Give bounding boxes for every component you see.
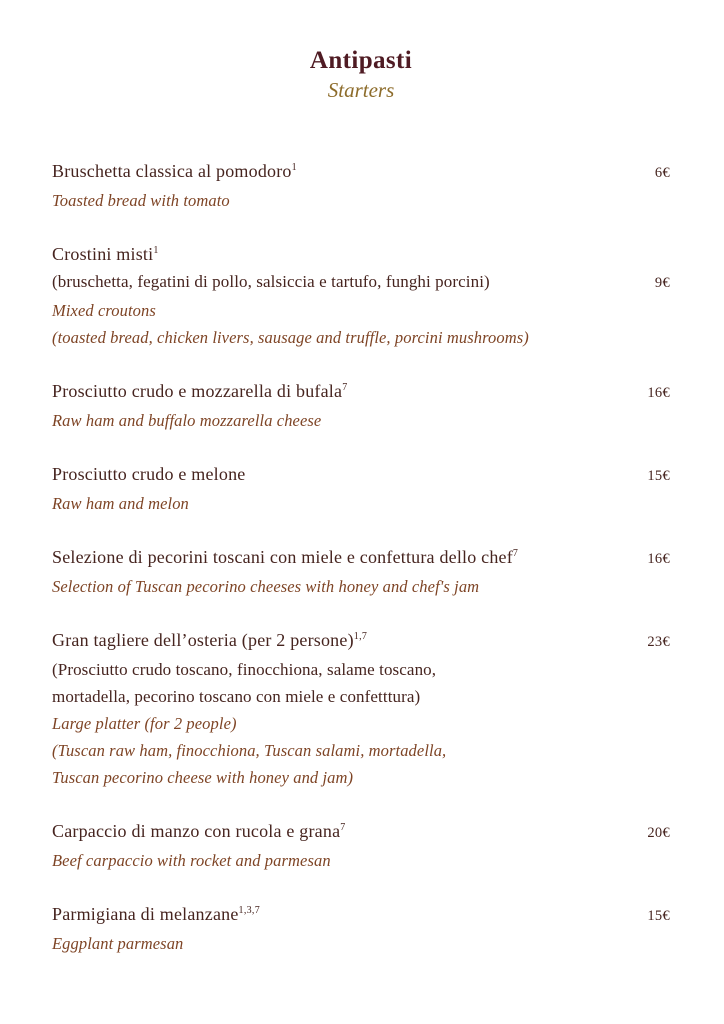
allergen-superscript: 7 — [512, 548, 519, 559]
item-row — [52, 573, 670, 600]
item-row — [52, 847, 670, 874]
item-row — [52, 710, 670, 737]
item-row — [52, 378, 670, 407]
allergen-superscript: 1 — [291, 162, 297, 173]
item-name: Gran tagliere dell’osteria (per 2 persone)$^{1,7}$ — [52, 630, 368, 650]
item-row — [52, 544, 670, 573]
item-row — [52, 461, 670, 490]
item-description-english: (Tuscan raw ham, finocchiona, Tuscan salami, mortadella, — [52, 741, 447, 760]
item-price: 16€ — [647, 385, 670, 401]
item-row — [52, 407, 670, 434]
allergen-superscript: 7 — [342, 382, 348, 393]
item-name: Parmigiana di melanzane$^{1,3,7}$ — [52, 904, 261, 924]
menu-item — [52, 378, 670, 434]
item-row — [52, 187, 670, 214]
item-description-italian: (Prosciutto crudo toscano, finocchiona, salame toscano, — [52, 660, 437, 679]
item-row — [52, 901, 670, 930]
item-price: 16€ — [647, 551, 670, 567]
item-row — [52, 241, 670, 268]
item-description-english: Mixed croutons — [52, 301, 156, 320]
item-row — [52, 268, 670, 297]
item-row — [52, 158, 670, 187]
item-price: 15€ — [647, 908, 670, 924]
menu-item — [52, 627, 670, 791]
item-name: Selezione di pecorini toscani con miele e confettura dello chef$^7$ — [52, 547, 519, 567]
item-row — [52, 737, 670, 764]
item-description-english: Raw ham and buffalo mozzarella cheese — [52, 411, 322, 430]
item-description-english: Eggplant parmesan — [52, 934, 184, 953]
item-description-english: Toasted bread with tomato — [52, 191, 230, 210]
allergen-superscript: 1,7 — [353, 631, 368, 642]
item-description-english: Raw ham and melon — [52, 494, 189, 513]
item-price: 6€ — [654, 165, 670, 181]
item-name: Prosciutto crudo e melone — [52, 464, 246, 484]
item-name: Carpaccio di manzo con rucola e grana$^7$ — [52, 821, 346, 841]
menu-item — [52, 901, 670, 957]
item-description-english: (toasted bread, chicken livers, sausage and truffle, porcini mushrooms) — [52, 328, 529, 347]
item-row — [52, 297, 670, 324]
item-description-italian: (bruschetta, fegatini di pollo, salsiccia e tartufo, funghi porcini) — [52, 272, 490, 291]
menu-item — [52, 241, 670, 351]
item-row — [52, 930, 670, 957]
allergen-superscript: 7 — [340, 822, 346, 833]
item-row — [52, 656, 670, 683]
menu-item — [52, 544, 670, 600]
item-description-english: Beef carpaccio with rocket and parmesan — [52, 851, 331, 870]
item-description-italian: mortadella, pecorino toscano con miele e confetttura) — [52, 687, 421, 706]
item-description-english: Large platter (for 2 people) — [52, 714, 237, 733]
item-price: 15€ — [647, 468, 670, 484]
page-subtitle: Starters — [327, 78, 395, 102]
menu-item — [52, 818, 670, 874]
item-price: 9€ — [654, 275, 670, 291]
item-name: Prosciutto crudo e mozzarella di bufala$^7$ — [52, 381, 348, 401]
menu-item — [52, 158, 670, 214]
item-description-english: Selection of Tuscan pecorino cheeses with honey and chef's jam — [52, 577, 480, 596]
item-name: Bruschetta classica al pomodoro$^1$ — [52, 161, 297, 181]
item-name: Crostini misti$^1$ — [52, 244, 159, 264]
allergen-superscript: 1 — [153, 245, 159, 256]
item-row — [52, 627, 670, 656]
item-row — [52, 764, 670, 791]
item-price: 20€ — [647, 825, 670, 841]
menu-items — [52, 158, 670, 957]
menu-header — [52, 46, 670, 104]
page-title: Antipasti — [309, 47, 413, 74]
menu-item — [52, 461, 670, 517]
item-description-english: Tuscan pecorino cheese with honey and jam) — [52, 768, 354, 787]
item-row — [52, 818, 670, 847]
item-row — [52, 490, 670, 517]
item-price: 23€ — [647, 634, 670, 650]
allergen-superscript: 1,3,7 — [238, 905, 261, 916]
item-row — [52, 324, 670, 351]
item-row — [52, 683, 670, 710]
